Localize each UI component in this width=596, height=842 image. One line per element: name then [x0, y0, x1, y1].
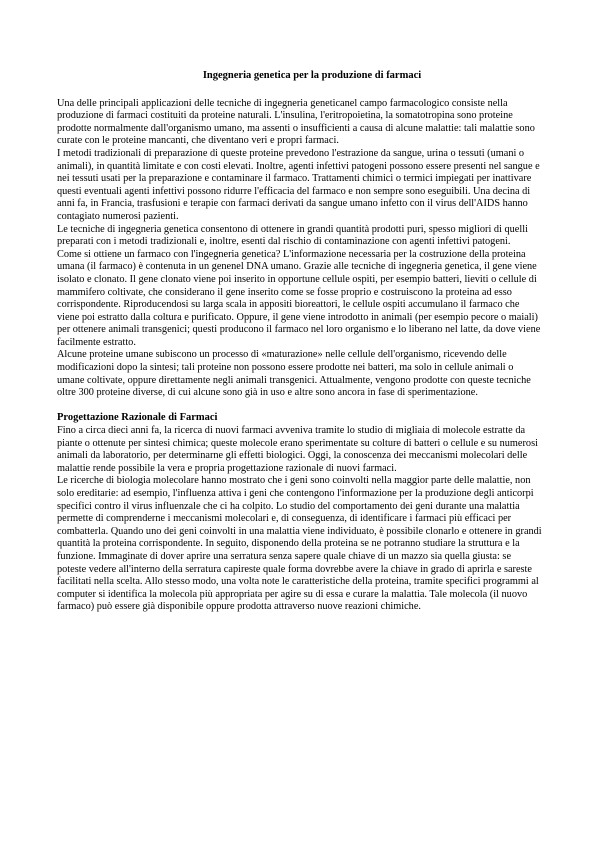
document-title: Ingegneria genetica per la produzione di farmaci: [202, 70, 422, 81]
paragraph-drug-research-history: Fino a circa dieci anni fa, la ricerca di nuovi farmaci avveniva tramite lo studio di migliaia di molecole estratte da piante o ottenute per sintesi chimica; queste molecole erano sperimentate su colture di batteri o cellule e su numerosi animali da laboratorio, per determinarne gli effetti biologici. Oggi, la conoscenza dei meccanismi molecolari delle malattie rende possibile la vera e propria progettazione razionale di nuovi farmaci.: [57, 425, 538, 474]
paragraph-molecular-biology-research: Le ricerche di biologia molecolare hanno mostrato che i geni sono coinvolti nella maggior parte delle malattie, non solo ereditarie: ad esempio, l'influenza attiva i geni che contengono l'informazione per la produzione degli anticorpi specifici contro il virus influenzale che ci ha colpito. Lo studio del comportamento dei geni durante una malattia permette di comprenderne i meccanismi molecolari e, di conseguenza, di identificare i farmaci più efficaci per combatterla. Quando uno dei geni coinvolti in una malattia viene individuato, è possibile clonarlo e ottenere in grandi quantità la proteina corrispondente. In seguito, disponendo della proteina se ne potranno studiare la struttura e la funzione. Immaginate di dover aprire una serratura senza sapere quale chiave di un mazzo sia quella giusta: se poteste vedere all'interno della serratura capireste quale forma dovrebbe avere la chiave in grado di aprirla e sareste facilitati nella scelta. Allo stesso modo, una volta note le caratteristiche della proteina, tramite specifici programmi al computer si identifica la molecola più appropriata per agire su di essa e curare la malattia. Tale molecola (il nuovo farmaco) può essere già disponibile oppure prodotta attraverso nuove reazioni chimiche.: [57, 475, 542, 613]
section-title-rational-design: Progettazione Razionale di Farmaci: [57, 412, 218, 424]
paragraph-traditional-methods: I metodi tradizionali di preparazione di queste proteine prevedono l'estrazione da sangue, urina o tessuti (umani o animali), in quantità limitate e con costi elevati. Inoltre, agenti infettivi patogeni possono essere presenti nel sangue e nei tessuti usati per la preparazione e contaminare il farmaco. Trattamenti chimici o termici impiegati per inattivare questi eventuali agenti infettivi possono ridurre l'efficacia del farmaco e non sempre sono eseguibili. Una decina di anni fa, in Francia, trasfusioni e terapie con farmaci derivati da sangue umano infetto con il virus dell'AIDS hanno contagiato numerosi pazienti.: [57, 147, 540, 222]
paragraph-how-drug-obtained: Come si ottiene un farmaco con l'ingegneria genetica? L'informazione necessaria per la costruzione della proteina umana (il farmaco) è contenuta in un genenel DNA umano. Grazie alle tecniche di ingegneria genetica, il gene viene isolato e clonato. Il gene clonato viene poi inserito in opportune cellule ospiti, per esempio batteri, lieviti o cellule di mammifero coltivate, che considerano il gene inserito come se fosse proprio e costruiscono la proteina ad esso corrispondente. Riproducendosi su larga scala in appositi bioreattori, le cellule ospiti accumulano il farmaco che viene poi estratto dalla coltura e purificato. Oppure, il gene viene introdotto in animali (per esempio pecore o maiali) per ottenere animali transgenici; questi producono il farmaco nel loro organismo e lo liberano nel latte, da dove viene facilmente estratto.: [57, 248, 541, 348]
paragraph-genetic-engineering-benefits: Le tecniche di ingegneria genetica consentono di ottenere in grandi quantità prodotti puri, spesso migliori di quelli preparati con i metodi tradizionali e, inoltre, esenti dal rischio di contaminazione con agenti infettivi patogeni.: [57, 223, 528, 248]
paragraph-proteins-intro: Una delle principali applicazioni delle tecniche di ingegneria geneticanel campo farmacologico consiste nella produzione di farmaci costituiti da proteine naturali. L'insulina, l'eritropoietina, la somatotropina sono proteine prodotte normalmente dall'organismo umano, ma assenti o insufficienti a causa di alcune malattie: tali malattie sono curate con le proteine mancanti, che diventano veri e propri farmaci.: [57, 97, 535, 147]
paragraph-protein-maturation: Alcune proteine umane subiscono un processo di «maturazione» nelle cellule dell'organismo, ricevendo delle modificazioni dopo la sintesi; tali proteine non possono essere prodotte nei batteri, ma solo in cellule animali o umane coltivate, oppure direttamente negli animali transgenici. Attualmente, vengono prodotte con queste tecniche oltre 300 proteine diverse, di cui alcune sono già in uso e altre sono ancora in fase di sperimentazione.: [57, 349, 531, 399]
document-page: [57, 70, 542, 614]
